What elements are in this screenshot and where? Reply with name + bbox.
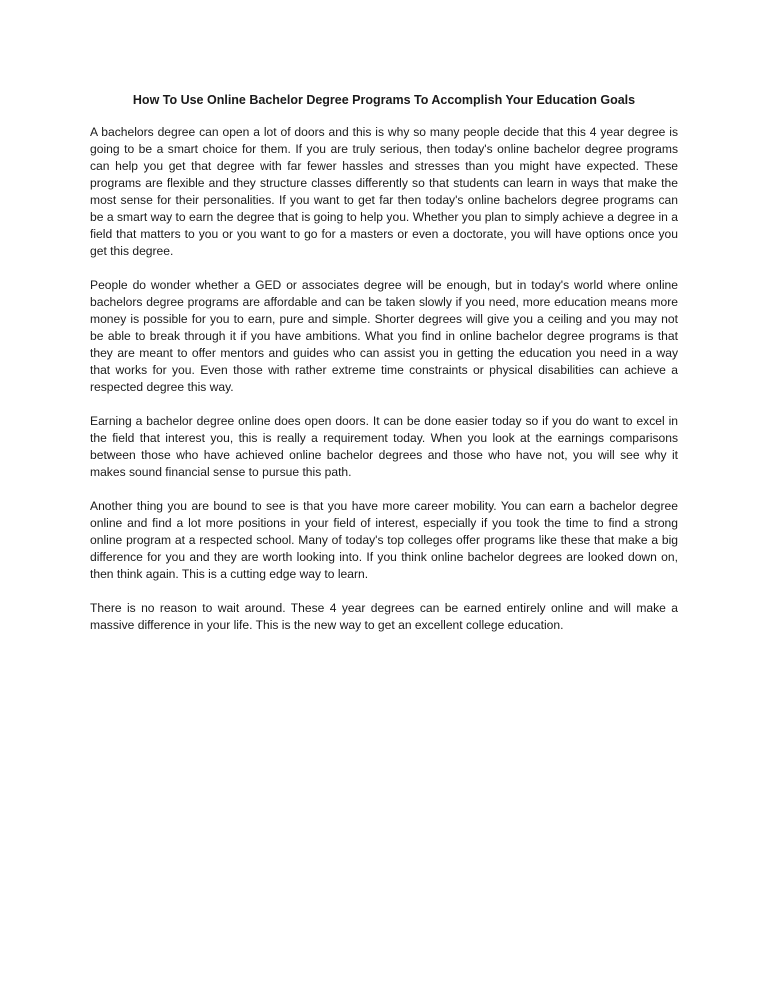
paragraph-3: Earning a bachelor degree online does open doors. It can be done easier today so if you do want to excel in the field that interest you, this is really a requirement today. When you look at the earnings comparisons between those who have achieved online bachelor degrees and those who have not, you will see why it makes sound financial sense to pursue this path. [90,414,678,479]
document-title: How To Use Online Bachelor Degree Programs To Accomplish Your Education Goals [132,93,636,107]
paragraph-5: There is no reason to wait around. These 4 year degrees can be earned entirely online and will make a massive difference in your life. This is the new way to get an excellent college education. [90,601,678,632]
paragraph-1: A bachelors degree can open a lot of doors and this is why so many people decide that this 4 year degree is going to be a smart choice for them. If you are truly serious, then today's online bachelor degree programs can help you get that degree with far fewer hassles and stresses than you might have expected. These programs are flexible and they structure classes differently so that students can learn in ways that make the most sense for their personalities. If you want to get far then today's online bachelors degree programs can be a smart way to earn the degree that is going to help you. Whether you plan to simply achieve a degree in a field that matters to you or you want to go for a masters or even a doctorate, you will have options once you get this degree. [90,125,678,258]
paragraph-4: Another thing you are bound to see is that you have more career mobility. You can earn a bachelor degree online and find a lot more positions in your field of interest, especially if you took the time to find a strong online program at a respected school. Many of today's top colleges offer programs like these that make a big difference for you and they are worth looking into. If you think online bachelor degrees are looked down on, then think again. This is a cutting edge way to learn. [90,499,678,581]
document-page [90,92,678,651]
paragraph-2: People do wonder whether a GED or associates degree will be enough, but in today's world where online bachelors degree programs are affordable and can be taken slowly if you need, more education means more money is possible for you to earn, pure and simple. Shorter degrees will give you a ceiling and you may not be able to break through it if you have ambitions. What you find in online bachelor degree programs is that they are meant to offer mentors and guides who can assist you in getting the education you need in a way that works for you. Even those with rather extreme time constraints or physical disabilities can achieve a respected degree this way. [90,278,678,394]
